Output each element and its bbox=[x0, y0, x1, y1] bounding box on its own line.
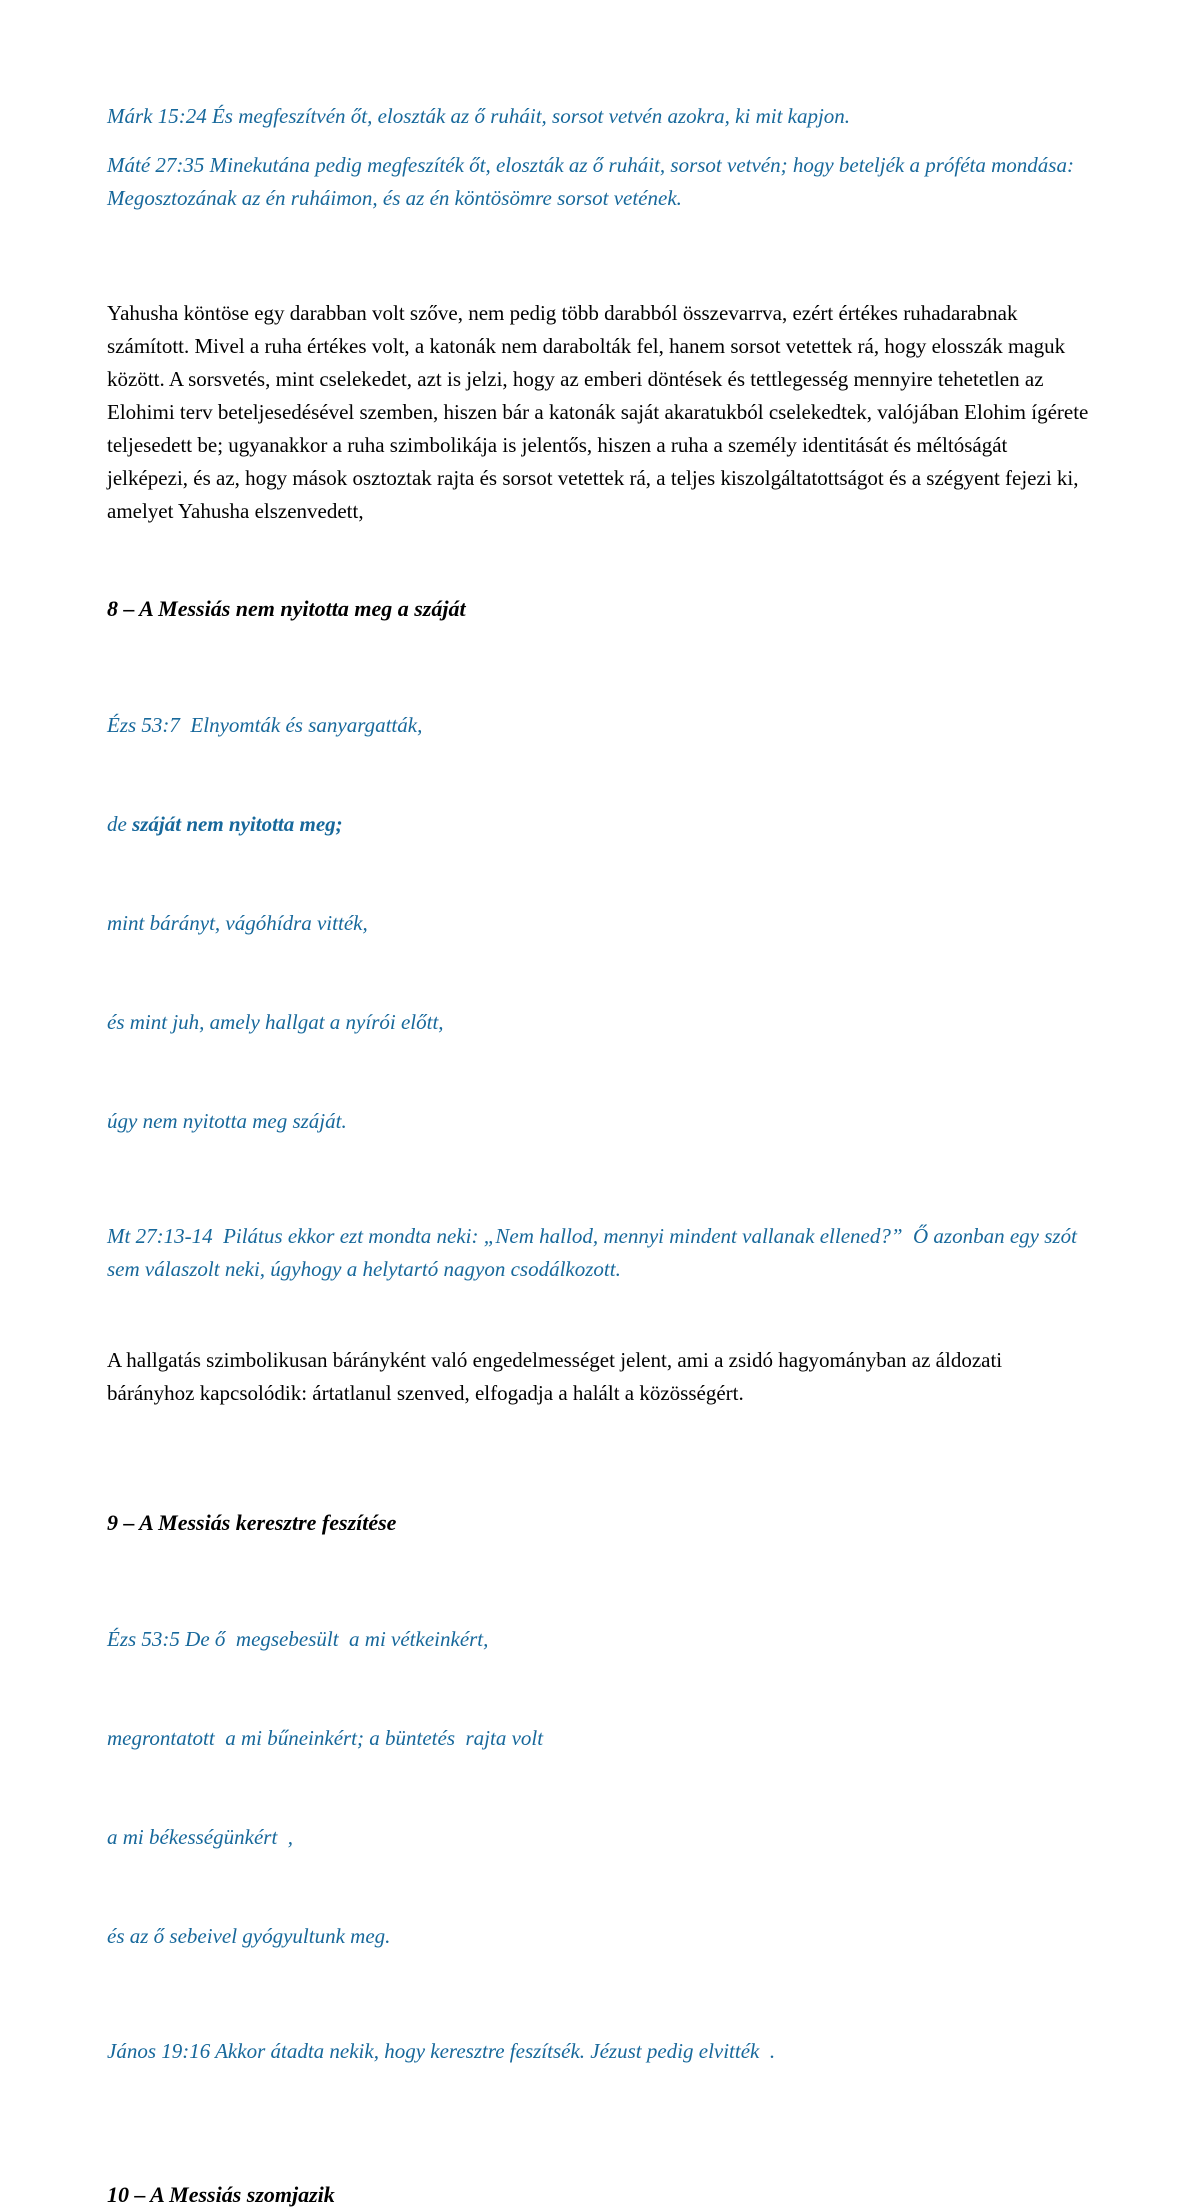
verse-line: úgy nem nyitotta meg száját. bbox=[107, 1109, 347, 1133]
scripture-quote-mate-27-35: Máté 27:35 Minekutána pedig megfeszíték őt, eloszták az ő ruháit, sorsot vetvén; hogy beteljék a próféta mondása: Megosztozának az én ruháimon, és az én köntösömre sorsot vetének. bbox=[107, 153, 1080, 210]
section-heading-10: 10 – A Messiás szomjazik bbox=[107, 2182, 335, 2207]
section-heading-9: 9 – A Messiás keresztre feszítése bbox=[107, 1510, 397, 1535]
section-heading-8: 8 – A Messiás nem nyitotta meg a száját bbox=[107, 596, 466, 621]
scripture-quote-ezs-53-5 bbox=[107, 1557, 1090, 2019]
scripture-quote-janos-19-16: János 19:16 Akkor átadta nekik, hogy keresztre feszítsék. Jézust pedig elvitték . bbox=[107, 2039, 776, 2063]
verse-line: a mi békességünkért , bbox=[107, 1825, 294, 1849]
verse-line bbox=[107, 808, 1090, 841]
verse-line: Ézs 53:7 Elnyomták és sanyargatták, bbox=[107, 713, 423, 737]
scripture-quote-ezs-53-7 bbox=[107, 643, 1090, 1204]
verse-line: megrontatott a mi bűneinkért; a büntetés rajta volt bbox=[107, 1726, 544, 1750]
verse-line: mint bárányt, vágóhídra vitték, bbox=[107, 911, 368, 935]
verse-line: és mint juh, amely hallgat a nyírói előtt, bbox=[107, 1010, 444, 1034]
verse-line-regular-part: de bbox=[107, 812, 133, 836]
scripture-quote-mark-15-24: Márk 15:24 És megfeszítvén őt, eloszták az ő ruháit, sorsot vetvén azokra, ki mit kapjon. bbox=[107, 104, 851, 128]
commentary-paragraph-hallgatas: A hallgatás szimbolikusan bárányként való engedelmességet jelent, ami a zsidó hagyományban az áldozati bárányhoz kapcsolódik: ártatlanul szenved, elfogadja a halált a közösségért. bbox=[107, 1348, 1003, 1405]
scripture-quote-mt-27-13-14: Mt 27:13-14 Pilátus ekkor ezt mondta neki: „Nem hallod, mennyi mindent vallanak ellened?” Ő azonban egy szót sem válaszolt neki, úgyhogy a helytartó nagyon csodálkozott. bbox=[107, 1224, 1083, 1281]
verse-line: Ézs 53:5 De ő megsebesült a mi vétkeinkért, bbox=[107, 1627, 489, 1651]
commentary-paragraph-kontos: Yahusha köntöse egy darabban volt szőve, nem pedig több darabból összevarrva, ezért értékes ruhadarabnak számított. Mivel a ruha értékes volt, a katonák nem darabolták fel, hanem sorsot vetettek rá, hogy elosszák maguk között. A sorsvetés, mint cselekedet, azt is jelzi, hogy az emberi döntések és tettlegesség mennyire tehetetlen az Elohimi terv beteljesedésével szemben, hiszen bár a katonák saját akaratukból cselekedtek, valójában Elohim ígérete teljesedett be; ugyanakkor a ruha szimbolikája is jelentős, hiszen a ruha a személy identitását és méltóságát jelképezi, és az, hogy mások osztoztak rajta és sorsot vetettek rá, a teljes kiszolgáltatottságot és a szégyent fejezi ki, amelyet Yahusha elszenvedett, bbox=[107, 301, 1089, 523]
verse-line: és az ő sebeivel gyógyultunk meg. bbox=[107, 1924, 391, 1948]
verse-line-bold-part: száját nem nyitotta meg; bbox=[132, 812, 343, 836]
